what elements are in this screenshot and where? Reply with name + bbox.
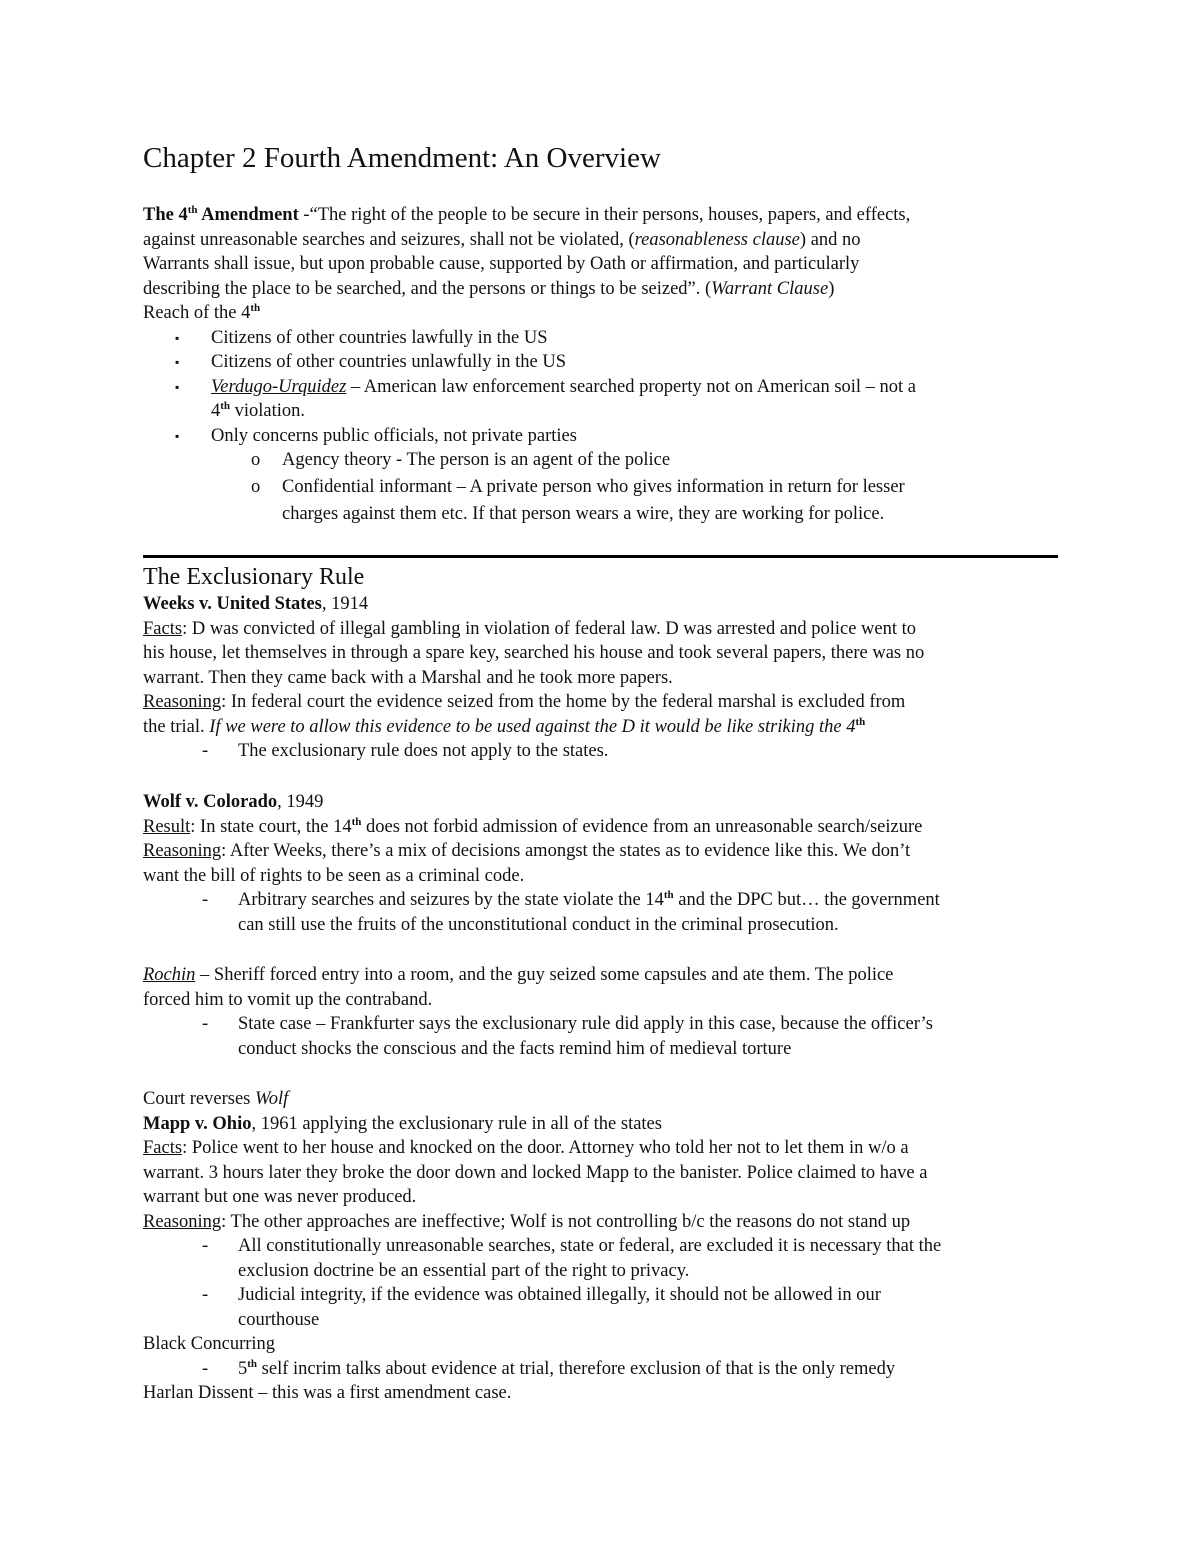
reasoning-line: want the bill of rights to be seen as a criminal code. (143, 865, 525, 886)
facts-line: warrant. 3 hours later they broke the door down and locked Mapp to the banister. Police claimed to have a (143, 1162, 928, 1183)
list-item: ▪ Citizens of other countries unlawfully in the US (143, 350, 1058, 375)
dissent-line: Harlan Dissent – this was a first amendment case. (143, 1383, 512, 1403)
mapp-case (143, 1087, 1058, 1406)
case-name-verdugo: Verdugo-Urquidez (211, 376, 347, 397)
rochin-case (143, 963, 1058, 1061)
page-title: Chapter 2 Fourth Amendment: An Overview (143, 142, 661, 174)
list-item-continuation: can still use the fruits of the unconstitutional conduct in the criminal prosecution. (238, 914, 839, 935)
list-item: - 5th self incrim talks about evidence at trial, therefore exclusion of that is the only remedy (143, 1357, 1058, 1382)
facts-line: warrant. Then they came back with a Marshal and he took more papers. (143, 667, 673, 688)
list-item-continuation: conduct shocks the conscious and the facts remind him of medieval torture (238, 1038, 792, 1059)
facts-line: Facts: Police went to her house and knocked on the door. Attorney who told her not to let them in w/o a (143, 1138, 909, 1158)
list-item-continuation: 4th violation. (211, 400, 306, 421)
amendment-line-4: describing the place to be searched, and the persons or things to be seized”. (Warrant Clause) (143, 278, 835, 299)
list-item-continuation: exclusion doctrine be an essential part of the right to privacy. (238, 1260, 690, 1281)
concurrence-heading: Black Concurring (143, 1334, 276, 1354)
circle-bullet-icon: o (251, 476, 261, 497)
list-item: - State case – Frankfurter says the exclusionary rule did apply in this case, because the officer’s (143, 1012, 1058, 1037)
sub-list-item: o Confidential informant – A private person who gives information in return for lesser (143, 475, 1058, 500)
amendment-line-3: Warrants shall issue, but upon probable cause, supported by Oath or affirmation, and particularly (143, 254, 860, 274)
amendment-line-2: against unreasonable searches and seizures, shall not be violated, (reasonableness clause) and no (143, 229, 861, 250)
reasoning-line: Reasoning: In federal court the evidence seized from the home by the federal marshal is excluded from (143, 692, 906, 712)
sub-list-item: o Agency theory - The person is an agent of the police (143, 448, 1058, 473)
case-heading: Wolf v. Colorado, 1949 (143, 792, 324, 812)
dash-icon: - (202, 1358, 209, 1379)
weeks-case (143, 592, 1058, 764)
result-line: Result: In state court, the 14th does not forbid admission of evidence from an unreasonable search/seizure (143, 815, 923, 837)
list-item: ▪ Citizens of other countries lawfully in the US (143, 326, 1058, 351)
list-item: ▪ Verdugo-Urquidez – American law enforcement searched property not on American soil – not a (143, 375, 1058, 400)
case-heading: Weeks v. United States, 1914 (143, 594, 369, 614)
bullet-icon: ▪ (175, 355, 180, 369)
case-line: forced him to vomit up the contraband. (143, 989, 433, 1010)
bullet-icon: ▪ (175, 379, 180, 394)
reach-heading: Reach of the 4th (143, 302, 261, 323)
dash-icon: - (202, 741, 209, 761)
amendment-line-1: The 4th Amendment -“The right of the people to be secure in their persons, houses, papers, and effects, (143, 204, 911, 225)
list-item: - Arbitrary searches and seizures by the state violate the 14th and the DPC but… the government (143, 888, 1058, 913)
reasoning-line: the trial. If we were to allow this evidence to be used against the D it would be like striking the 4th (143, 715, 866, 737)
case-line: Rochin – Sheriff forced entry into a room, and the guy seized some capsules and ate them. The police (143, 965, 894, 985)
list-item: - The exclusionary rule does not apply to the states. (143, 739, 1058, 764)
bullet-icon: ▪ (175, 428, 180, 443)
facts-line: Facts: D was convicted of illegal gambling in violation of federal law. D was arrested and police went to (143, 618, 917, 639)
section-divider (143, 555, 1058, 558)
list-item: - All constitutionally unreasonable searches, state or federal, are excluded it is necessary that the (143, 1234, 1058, 1259)
section-heading: The Exclusionary Rule (143, 564, 365, 590)
amendment-section (143, 203, 1058, 527)
circle-bullet-icon: o (251, 450, 261, 470)
facts-line: his house, let themselves in through a spare key, searched his house and took several papers, there was no (143, 643, 925, 663)
facts-line: warrant but one was never produced. (143, 1187, 417, 1207)
list-item: ▪ Only concerns public officials, not private parties (143, 424, 1058, 449)
dash-icon: - (202, 1285, 209, 1305)
dash-icon: - (202, 890, 209, 910)
list-item-continuation: courthouse (238, 1309, 320, 1330)
reasoning-line: Reasoning: The other approaches are ineffective; Wolf is not controlling b/c the reasons do not stand up (143, 1211, 911, 1232)
reverses-line: Court reverses Wolf (143, 1089, 289, 1109)
sub-list-item-continuation: charges against them etc. If that person wears a wire, they are working for police. (282, 504, 885, 524)
case-name-rochin: Rochin (143, 965, 196, 985)
list-item: - Judicial integrity, if the evidence was obtained illegally, it should not be allowed in our (143, 1283, 1058, 1308)
amendment-label: The 4th Amendment (143, 204, 299, 225)
reasoning-line: Reasoning: After Weeks, there’s a mix of decisions amongst the states as to evidence like this. We don’t (143, 841, 911, 861)
dash-icon: - (202, 1014, 209, 1034)
case-heading: Mapp v. Ohio, 1961 applying the exclusionary rule in all of the states (143, 1113, 662, 1134)
bullet-icon: ▪ (175, 330, 180, 345)
dash-icon: - (202, 1236, 209, 1256)
wolf-case (143, 790, 1058, 937)
